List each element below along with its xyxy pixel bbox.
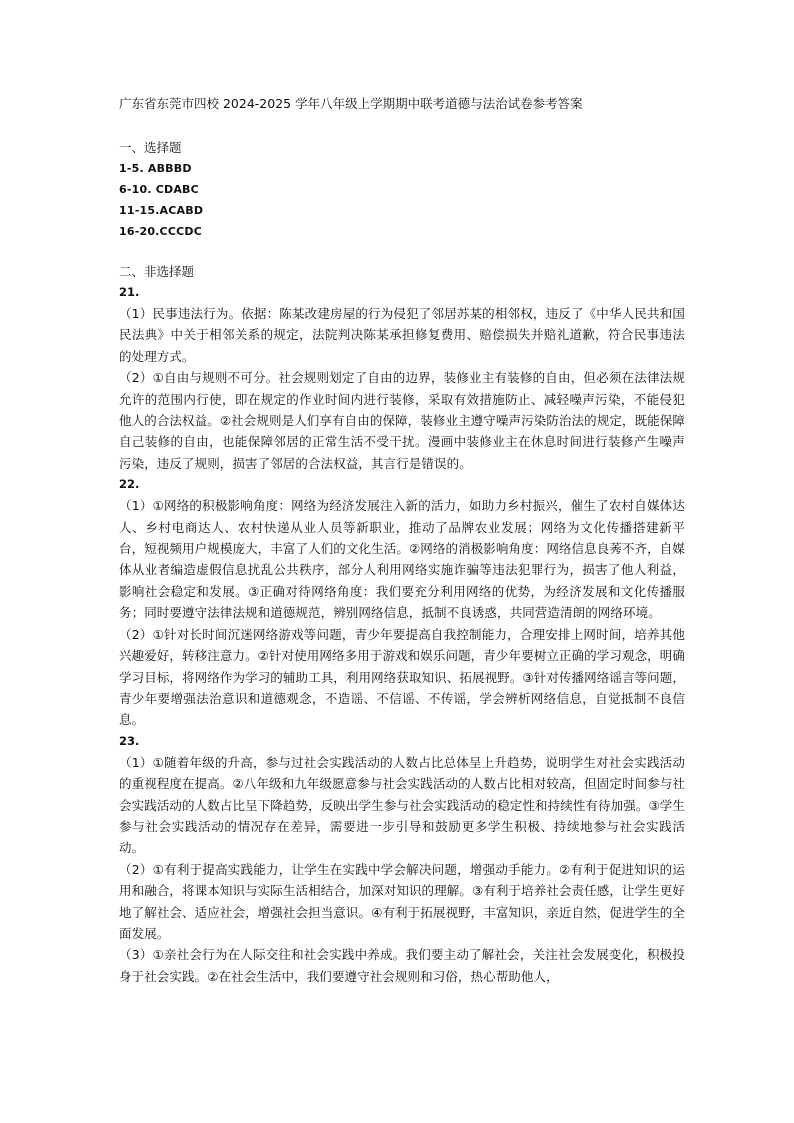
- answer-paragraph: （2）①有利于提高实践能力，让学生在实践中学会解决问题，增强动手能力。②有利于促进知识的运用和融合，将课本知识与实际生活相结合，加深对知识的理解。③有利于培养社会责任感，让学生更好地了解社会、适应社会，增强社会担当意识。④有利于拓展视野，丰富知识，亲近自然，促进学生的全面发展。: [119, 861, 685, 941]
- section-heading-choice: 一、选择题: [119, 140, 182, 155]
- choice-answer-row: 16-20.CCCDC: [119, 225, 202, 238]
- choice-answer-row: 1-5. ABBBD: [119, 162, 192, 175]
- answer-paragraph: （1）①网络的积极影响角度：网络为经济发展注入新的活力，如助力乡村振兴，催生了农村自媒体达人、乡村电商达人、农村快递从业人员等新职业，推动了品牌农业发展；网络为文化传播搭建新平台，短视频用户规模庞大，丰富了人们的文化生活。②网络的消极影响角度：网络信息良莠不齐，自媒体从业者编造虚假信息扰乱公共秩序，部分人利用网络实施诈骗等违法犯罪行为，损害了他人利益，影响社会稳定和发展。③正确对待网络角度：我们要充分利用网络的优势，为经济发展和文化传播服务；同时要遵守法律法规和道德规范，辨别网络信息，抵制不良诱惑，共同营造清朗的网络环境。: [119, 498, 685, 621]
- question-number: 23.: [119, 733, 140, 748]
- answer-paragraph: （1）民事违法行为。依据：陈某改建房屋的行为侵犯了邻居苏某的相邻权，违反了《中华人民共和国民法典》中关于相邻关系的规定，法院判决陈某承担修复费用、赔偿损失并赔礼道歉，符合民事违法的处理方式。: [119, 306, 685, 364]
- answer-paragraph: （1）①随着年级的升高，参与过社会实践活动的人数占比总体呈上升趋势，说明学生对社会实践活动的重视程度在提高。②八年级和九年级愿意参与社会实践活动的人数占比相对较高，但固定时间参与社会实践活动的人数占比呈下降趋势，反映出学生参与社会实践活动的稳定性和持续性有待加强。③学生参与社会实践活动的情况存在差异，需要进一步引导和鼓励更多学生积极、持续地参与社会实践活动。: [119, 754, 685, 856]
- choice-answer-row: 11-15.ACABD: [119, 204, 204, 217]
- question-23: [119, 731, 685, 987]
- question-21: [119, 282, 685, 474]
- answer-key-page: [119, 94, 685, 987]
- answer-paragraph: （2）①自由与规则不可分。社会规则划定了自由的边界，装修业主有装修的自由，但必须在法律法规允许的范围内行使，即在规定的作业时间内进行装修，采取有效措施防止、减轻噪声污染，不能侵犯他人的合法权益。②社会规则是人们享有自由的保障，装修业主遵守噪声污染防治法的规定，既能保障自己装修的自由，也能保障邻居的正常生活不受干扰。漫画中装修业主在休息时间进行装修产生噪声污染，违反了规则，损害了邻居的合法权益，其言行是错误的。: [119, 370, 685, 471]
- section-heading-nonchoice: 二、非选择题: [119, 264, 195, 279]
- section-nonchoice: [119, 262, 685, 987]
- section-choice: [119, 138, 685, 242]
- answer-paragraph: （2）①针对长时间沉迷网络游戏等问题，青少年要提高自我控制能力，合理安排上网时间，培养其他兴趣爱好，转移注意力。②针对使用网络多用于游戏和娱乐问题，青少年要树立正确的学习观念，明确学习目标，将网络作为学习的辅助工具，利用网络获取知识、拓展视野。③针对传播网络谣言等问题，青少年要增强法治意识和道德观念，不造谣、不信谣、不传谣，学会辨析网络信息，自觉抵制不良信息。: [119, 626, 685, 728]
- page-title: 广东省东莞市四校 2024-2025 学年八年级上学期期中联考道德与法治试卷参考答案: [119, 96, 583, 111]
- choice-answer-row: 6-10. CDABC: [119, 183, 199, 196]
- answer-paragraph: （3）①亲社会行为在人际交往和社会实践中养成。我们要主动了解社会，关注社会发展变化，积极投身于社会实践。②在社会生活中，我们要遵守社会规则和习俗，热心帮助他人，: [119, 947, 685, 984]
- question-number: 21.: [119, 285, 140, 299]
- question-22: [119, 474, 685, 730]
- question-number: 22.: [119, 477, 140, 492]
- section-spacer: [119, 242, 685, 262]
